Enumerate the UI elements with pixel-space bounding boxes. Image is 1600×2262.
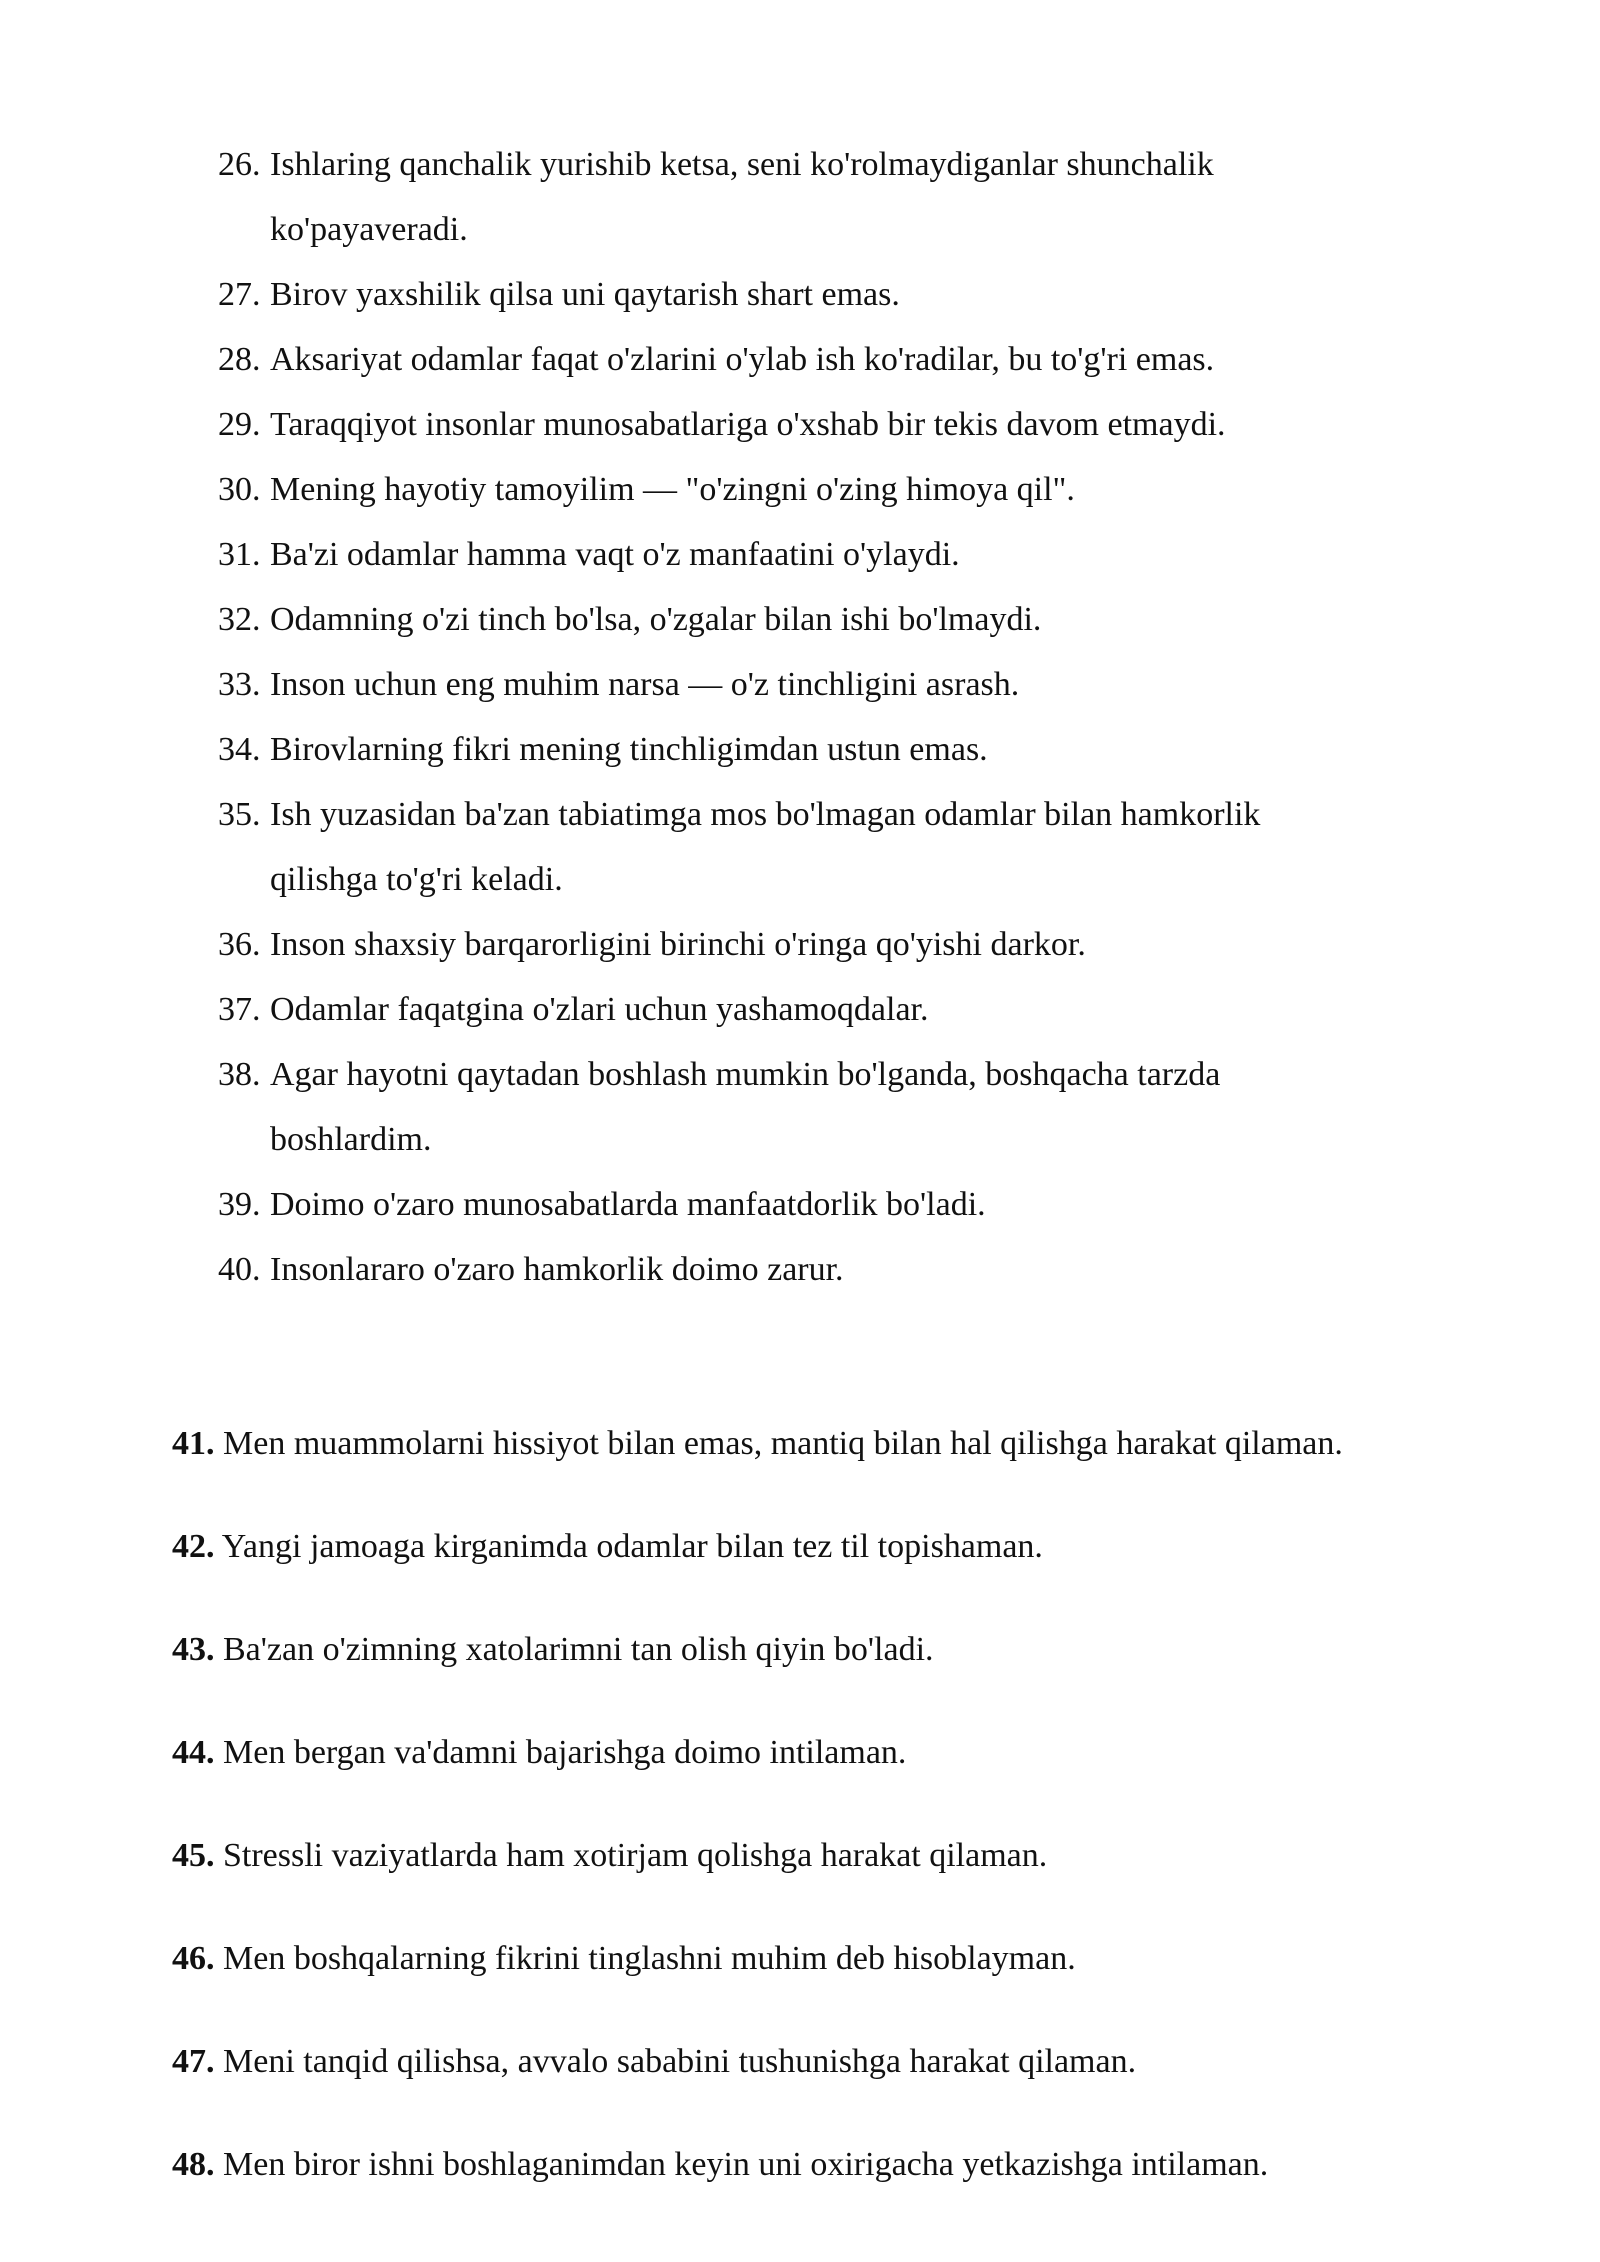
list-item	[172, 1628, 1572, 1731]
list-item	[218, 522, 1418, 587]
item-text: Agar hayotni qaytadan boshlash mumkin bo'lganda, boshqacha tarzda	[270, 1056, 1221, 1093]
item-text: Men muammolarni hissiyot bilan emas, mantiq bilan hal qilishga harakat qilaman.	[223, 1425, 1343, 1462]
list-item	[218, 132, 1418, 262]
item-number: 47.	[172, 2043, 215, 2080]
list-item	[218, 1172, 1418, 1237]
item-text: Meni tanqid qilishsa, avvalo sababini tushunishga harakat qilaman.	[223, 2043, 1137, 2080]
item-number: 35.	[218, 796, 261, 833]
list-item	[218, 587, 1418, 652]
list-item	[172, 1525, 1572, 1628]
item-text: Inson shaxsiy barqarorligini birinchi o'ringa qo'yishi darkor.	[270, 926, 1086, 963]
item-text: Insonlararo o'zaro hamkorlik doimo zarur.	[270, 1251, 844, 1288]
list-item	[218, 262, 1418, 327]
item-text: Men boshqalarning fikrini tinglashni muhim deb hisoblayman.	[223, 1940, 1076, 1977]
item-number: 36.	[218, 926, 261, 963]
item-text-continuation: boshlardim.	[270, 1121, 432, 1158]
numbered-list-continued	[218, 132, 1418, 1302]
item-number: 31.	[218, 536, 261, 573]
item-text-continuation: ko'payaveradi.	[270, 211, 468, 248]
item-text: Ishlaring qanchalik yurishib ketsa, seni ko'rolmaydiganlar shunchalik	[270, 146, 1214, 183]
numbered-list-bold	[172, 1422, 1572, 2246]
item-text: Men biror ishni boshlaganimdan keyin uni oxirigacha yetkazishga intilaman.	[223, 2146, 1269, 2183]
item-number: 44.	[172, 1734, 215, 1771]
list-item	[218, 717, 1418, 782]
list-item	[218, 392, 1418, 457]
item-text: Taraqqiyot insonlar munosabatlariga o'xshab bir tekis davom etmaydi.	[270, 406, 1226, 443]
list-item	[172, 1731, 1572, 1834]
list-item	[172, 2040, 1572, 2143]
item-number: 27.	[218, 276, 261, 313]
item-number: 26.	[218, 146, 261, 183]
item-text: Ba'zi odamlar hamma vaqt o'z manfaatini o'ylaydi.	[270, 536, 960, 573]
list-item	[172, 1834, 1572, 1937]
item-number: 29.	[218, 406, 261, 443]
item-text: Ish yuzasidan ba'zan tabiatimga mos bo'lmagan odamlar bilan hamkorlik	[270, 796, 1261, 833]
item-text: Mening hayotiy tamoyilim — "o'zingni o'zing himoya qil".	[270, 471, 1075, 508]
item-number: 46.	[172, 1940, 215, 1977]
item-text: Stressli vaziyatlarda ham xotirjam qolishga harakat qilaman.	[223, 1837, 1048, 1874]
item-text: Yangi jamoaga kirganimda odamlar bilan tez til topishaman.	[221, 1528, 1043, 1565]
item-text: Birov yaxshilik qilsa uni qaytarish shart emas.	[270, 276, 900, 313]
list-item	[218, 782, 1418, 912]
item-number: 48.	[172, 2146, 215, 2183]
item-number: 33.	[218, 666, 261, 703]
item-number: 39.	[218, 1186, 261, 1223]
item-number: 45.	[172, 1837, 215, 1874]
list-item	[218, 327, 1418, 392]
item-number: 32.	[218, 601, 261, 638]
item-number: 40.	[218, 1251, 261, 1288]
item-number: 28.	[218, 341, 261, 378]
list-item	[218, 1042, 1418, 1172]
list-item	[172, 1937, 1572, 2040]
item-text: Doimo o'zaro munosabatlarda manfaatdorlik bo'ladi.	[270, 1186, 986, 1223]
item-text-continuation: qilishga to'g'ri keladi.	[270, 861, 563, 898]
item-text: Odamning o'zi tinch bo'lsa, o'zgalar bilan ishi bo'lmaydi.	[270, 601, 1042, 638]
item-text: Aksariyat odamlar faqat o'zlarini o'ylab ish ko'radilar, bu to'g'ri emas.	[270, 341, 1215, 378]
item-number: 34.	[218, 731, 261, 768]
item-number: 42.	[172, 1528, 215, 1565]
list-item	[218, 1237, 1418, 1302]
item-number: 41.	[172, 1425, 215, 1462]
list-item	[172, 1422, 1572, 1525]
item-text: Men bergan va'damni bajarishga doimo intilaman.	[223, 1734, 907, 1771]
list-item	[218, 912, 1418, 977]
item-number: 43.	[172, 1631, 215, 1668]
list-item	[218, 652, 1418, 717]
item-text: Odamlar faqatgina o'zlari uchun yashamoqdalar.	[270, 991, 929, 1028]
item-number: 38.	[218, 1056, 261, 1093]
item-text: Inson uchun eng muhim narsa — o'z tinchligini asrash.	[270, 666, 1020, 703]
list-item	[218, 457, 1418, 522]
item-text: Birovlarning fikri mening tinchligimdan ustun emas.	[270, 731, 988, 768]
list-item	[172, 2143, 1572, 2246]
item-number: 37.	[218, 991, 261, 1028]
item-number: 30.	[218, 471, 261, 508]
list-item	[218, 977, 1418, 1042]
item-text: Ba'zan o'zimning xatolarimni tan olish qiyin bo'ladi.	[223, 1631, 934, 1668]
